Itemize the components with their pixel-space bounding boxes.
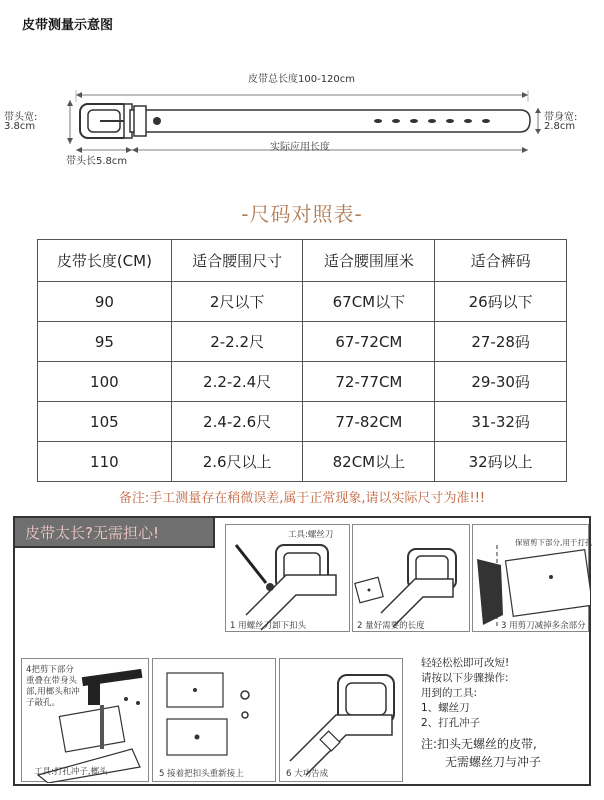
step5-panel [152, 658, 276, 782]
step2-panel [352, 524, 470, 632]
table-header-row [38, 240, 567, 282]
table-cell: 2.2-2.4尺 [171, 362, 303, 402]
step2-illustration [353, 525, 471, 633]
total-length-label: 皮带总长度100-120cm [248, 74, 356, 85]
step4-tool-label: 工具:打孔冲子,榔头 [34, 767, 108, 777]
step5-illustration [153, 659, 277, 783]
table-header-pants-size: 适合裤码 [435, 240, 567, 282]
strap-width-value: 2.8cm [544, 121, 576, 132]
buckle-width-value: 3.8cm [4, 121, 36, 132]
table-row [38, 362, 567, 402]
instructions-line: 请按以下步骤操作: [421, 672, 509, 684]
table-row [38, 322, 567, 362]
table-cell: 82CM以上 [303, 442, 435, 482]
table-row [38, 442, 567, 482]
belt-diagram [0, 40, 604, 170]
instructions-line: 用到的工具: [421, 687, 478, 699]
table-cell: 67CM以下 [303, 282, 435, 322]
step6-caption: 6 大功告成 [286, 769, 329, 779]
table-cell: 2.4-2.6尺 [171, 402, 303, 442]
table-header-waist-chi: 适合腰围尺寸 [171, 240, 303, 282]
table-cell: 2尺以下 [171, 282, 303, 322]
guide-banner: 皮带太长?无需担心! [15, 518, 215, 548]
table-cell: 77-82CM [303, 402, 435, 442]
buckle-width-label: 带头宽: [4, 112, 38, 123]
buckle-length-label: 带头长5.8cm [66, 156, 128, 167]
table-row [38, 282, 567, 322]
size-table [37, 239, 567, 482]
table-cell: 27-28码 [435, 322, 567, 362]
table-cell: 67-72CM [303, 322, 435, 362]
step1-caption: 1 用螺丝刀卸下扣头 [230, 621, 307, 631]
table-cell: 72-77CM [303, 362, 435, 402]
tool-label: 工具:螺丝刀 [288, 530, 334, 540]
instructions-warning: 注:扣头无螺丝的皮带, [421, 737, 537, 751]
table-cell: 95 [38, 322, 172, 362]
instructions-line: 2、打孔冲子 [421, 717, 481, 729]
usable-length-label: 实际应用长度 [270, 142, 330, 153]
step3-hint: 保留剪下部分,用于打孔 [515, 538, 593, 547]
table-cell: 90 [38, 282, 172, 322]
guide-instructions [421, 656, 591, 771]
table-cell: 29-30码 [435, 362, 567, 402]
table-row [38, 402, 567, 442]
step6-panel [279, 658, 403, 782]
size-chart-heading: -尺码对照表- [241, 202, 363, 226]
step2-caption: 2 量好需要的长度 [357, 621, 425, 631]
step5-caption: 5 接着把扣头重新接上 [159, 769, 244, 779]
table-cell: 100 [38, 362, 172, 402]
table-cell: 110 [38, 442, 172, 482]
page-title: 皮带测量示意图 [22, 18, 114, 33]
step1-illustration [226, 525, 351, 633]
table-cell: 105 [38, 402, 172, 442]
step3-panel [472, 524, 593, 632]
instructions-line: 轻轻松松即可改短! [421, 657, 510, 669]
table-header-belt-length: 皮带长度(CM) [38, 240, 172, 282]
step3-caption: 3 用剪刀减掉多余部分 [501, 621, 586, 631]
step6-illustration [280, 659, 404, 783]
step4-caption: 4把剪下部分重叠在带身头部,用榔头和冲子敲孔。 [26, 665, 80, 708]
strap-width-label: 带身宽: [544, 112, 578, 123]
table-cell: 26码以下 [435, 282, 567, 322]
table-cell: 31-32码 [435, 402, 567, 442]
shortening-guide [13, 516, 591, 786]
step1-panel [225, 524, 350, 632]
measurement-note: 备注:手工测量存在稍微误差,属于正常现象,请以实际尺寸为准!!! [118, 491, 486, 506]
instructions-line: 1、螺丝刀 [421, 702, 470, 714]
table-cell: 32码以上 [435, 442, 567, 482]
table-cell: 2.6尺以上 [171, 442, 303, 482]
instructions-warning: 无需螺丝刀与冲子 [445, 755, 542, 769]
table-header-waist-cm: 适合腰围厘米 [303, 240, 435, 282]
table-cell: 2-2.2尺 [171, 322, 303, 362]
step4-panel [21, 658, 149, 782]
